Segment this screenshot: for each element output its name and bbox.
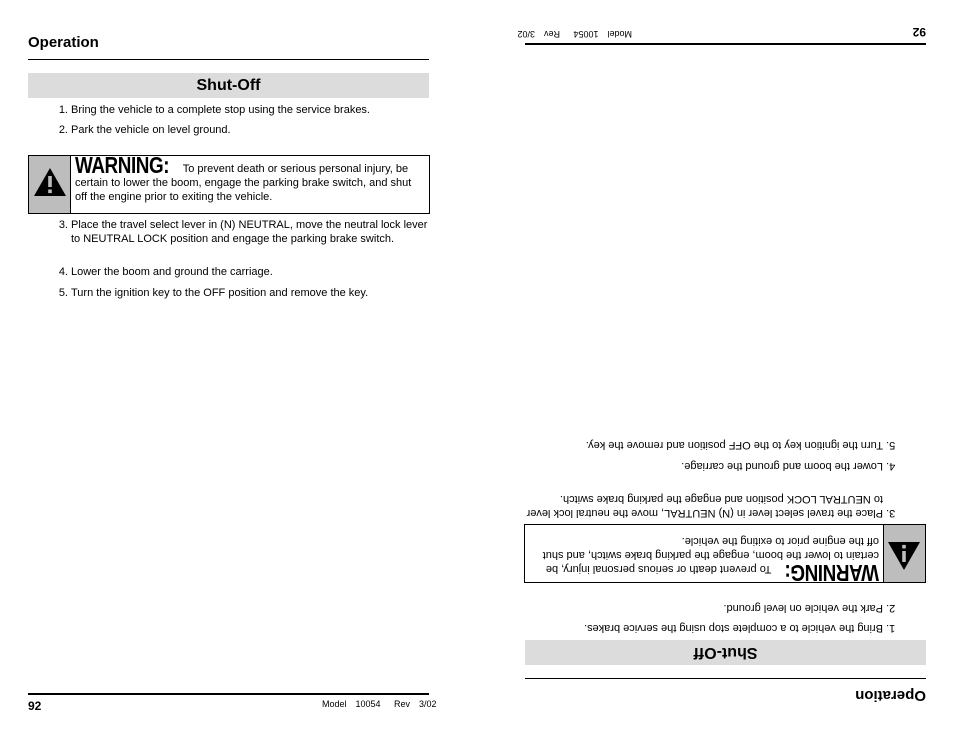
step-text: Park the vehicle on level ground.: [723, 602, 883, 614]
warning-text: To prevent death or serious personal injury, be certain to lower the boom, engage the parking brake switch, and shut off the engine prior to exiting the vehicle.: [542, 535, 879, 575]
warning-icon-box: [29, 156, 71, 213]
page-number: 92: [28, 699, 42, 713]
step-5: [56, 287, 431, 301]
footer-rule: [28, 693, 429, 695]
step-1: [523, 621, 898, 635]
warning-message: [529, 534, 879, 586]
step-number: 5.: [886, 439, 896, 451]
step-text: Place the travel select lever in (N) NEUTRAL, move the neutral lock lever to NEUTRAL LOCK position and engage the parking brake switch.: [71, 219, 428, 245]
step-3: [523, 492, 898, 519]
step-text: Lower the boom and ground the carriage.: [71, 266, 273, 278]
warning-text: To prevent death or serious personal injury, be certain to lower the boom, engage the parking brake switch, and shut off the engine prior to exiting the vehicle.: [75, 163, 412, 203]
model-revision: Model 10054 Rev 3/02: [517, 29, 632, 39]
manual-page-right-rotated: [477, 0, 954, 738]
section-title: Operation: [855, 687, 926, 704]
section-title: Operation: [28, 34, 99, 51]
warning-label: WARNING:: [784, 560, 879, 586]
step-text: Park the vehicle on level ground.: [71, 124, 231, 136]
warning-box: [28, 152, 430, 214]
warning-triangle-icon: [32, 166, 68, 198]
header-rule: [525, 678, 926, 679]
step-text: Turn the ignition key to the OFF position and remove the key.: [585, 439, 883, 451]
step-4: [523, 459, 898, 473]
warning-message: [75, 152, 425, 204]
step-number: 4.: [58, 266, 68, 278]
step-number: 2.: [58, 124, 68, 136]
step-number: 2.: [886, 602, 896, 614]
warning-triangle-icon: [886, 540, 922, 572]
warning-icon-box: [883, 525, 925, 582]
header-rule: [28, 59, 429, 60]
step-4: [56, 266, 431, 280]
step-text: Place the travel select lever in (N) NEUTRAL, move the neutral lock lever to NEUTRAL LOCK position and engage the parking brake switch.: [526, 493, 883, 519]
subsection-title: Shut-Off: [28, 73, 429, 98]
footer-rule: [525, 43, 926, 45]
step-5: [523, 438, 898, 452]
step-number: 4.: [886, 460, 896, 472]
step-1: [56, 104, 431, 118]
step-3: [56, 219, 431, 246]
page-number: 92: [912, 25, 926, 39]
step-number: 5.: [58, 287, 68, 299]
step-text: Turn the ignition key to the OFF position and remove the key.: [71, 287, 369, 299]
step-number: 3.: [58, 219, 68, 231]
step-text: Lower the boom and ground the carriage.: [681, 460, 883, 472]
model-revision: Model 10054 Rev 3/02: [322, 699, 437, 709]
step-number: 1.: [58, 104, 68, 116]
step-text: Bring the vehicle to a complete stop using the service brakes.: [584, 622, 883, 634]
step-text: Bring the vehicle to a complete stop using the service brakes.: [71, 104, 370, 116]
step-number: 3.: [886, 507, 896, 519]
warning-label: WARNING:: [75, 152, 170, 178]
warning-box: [524, 524, 926, 586]
step-number: 1.: [886, 622, 896, 634]
step-2: [523, 601, 898, 615]
step-2: [56, 124, 431, 138]
subsection-title: Shut-Off: [525, 640, 926, 665]
